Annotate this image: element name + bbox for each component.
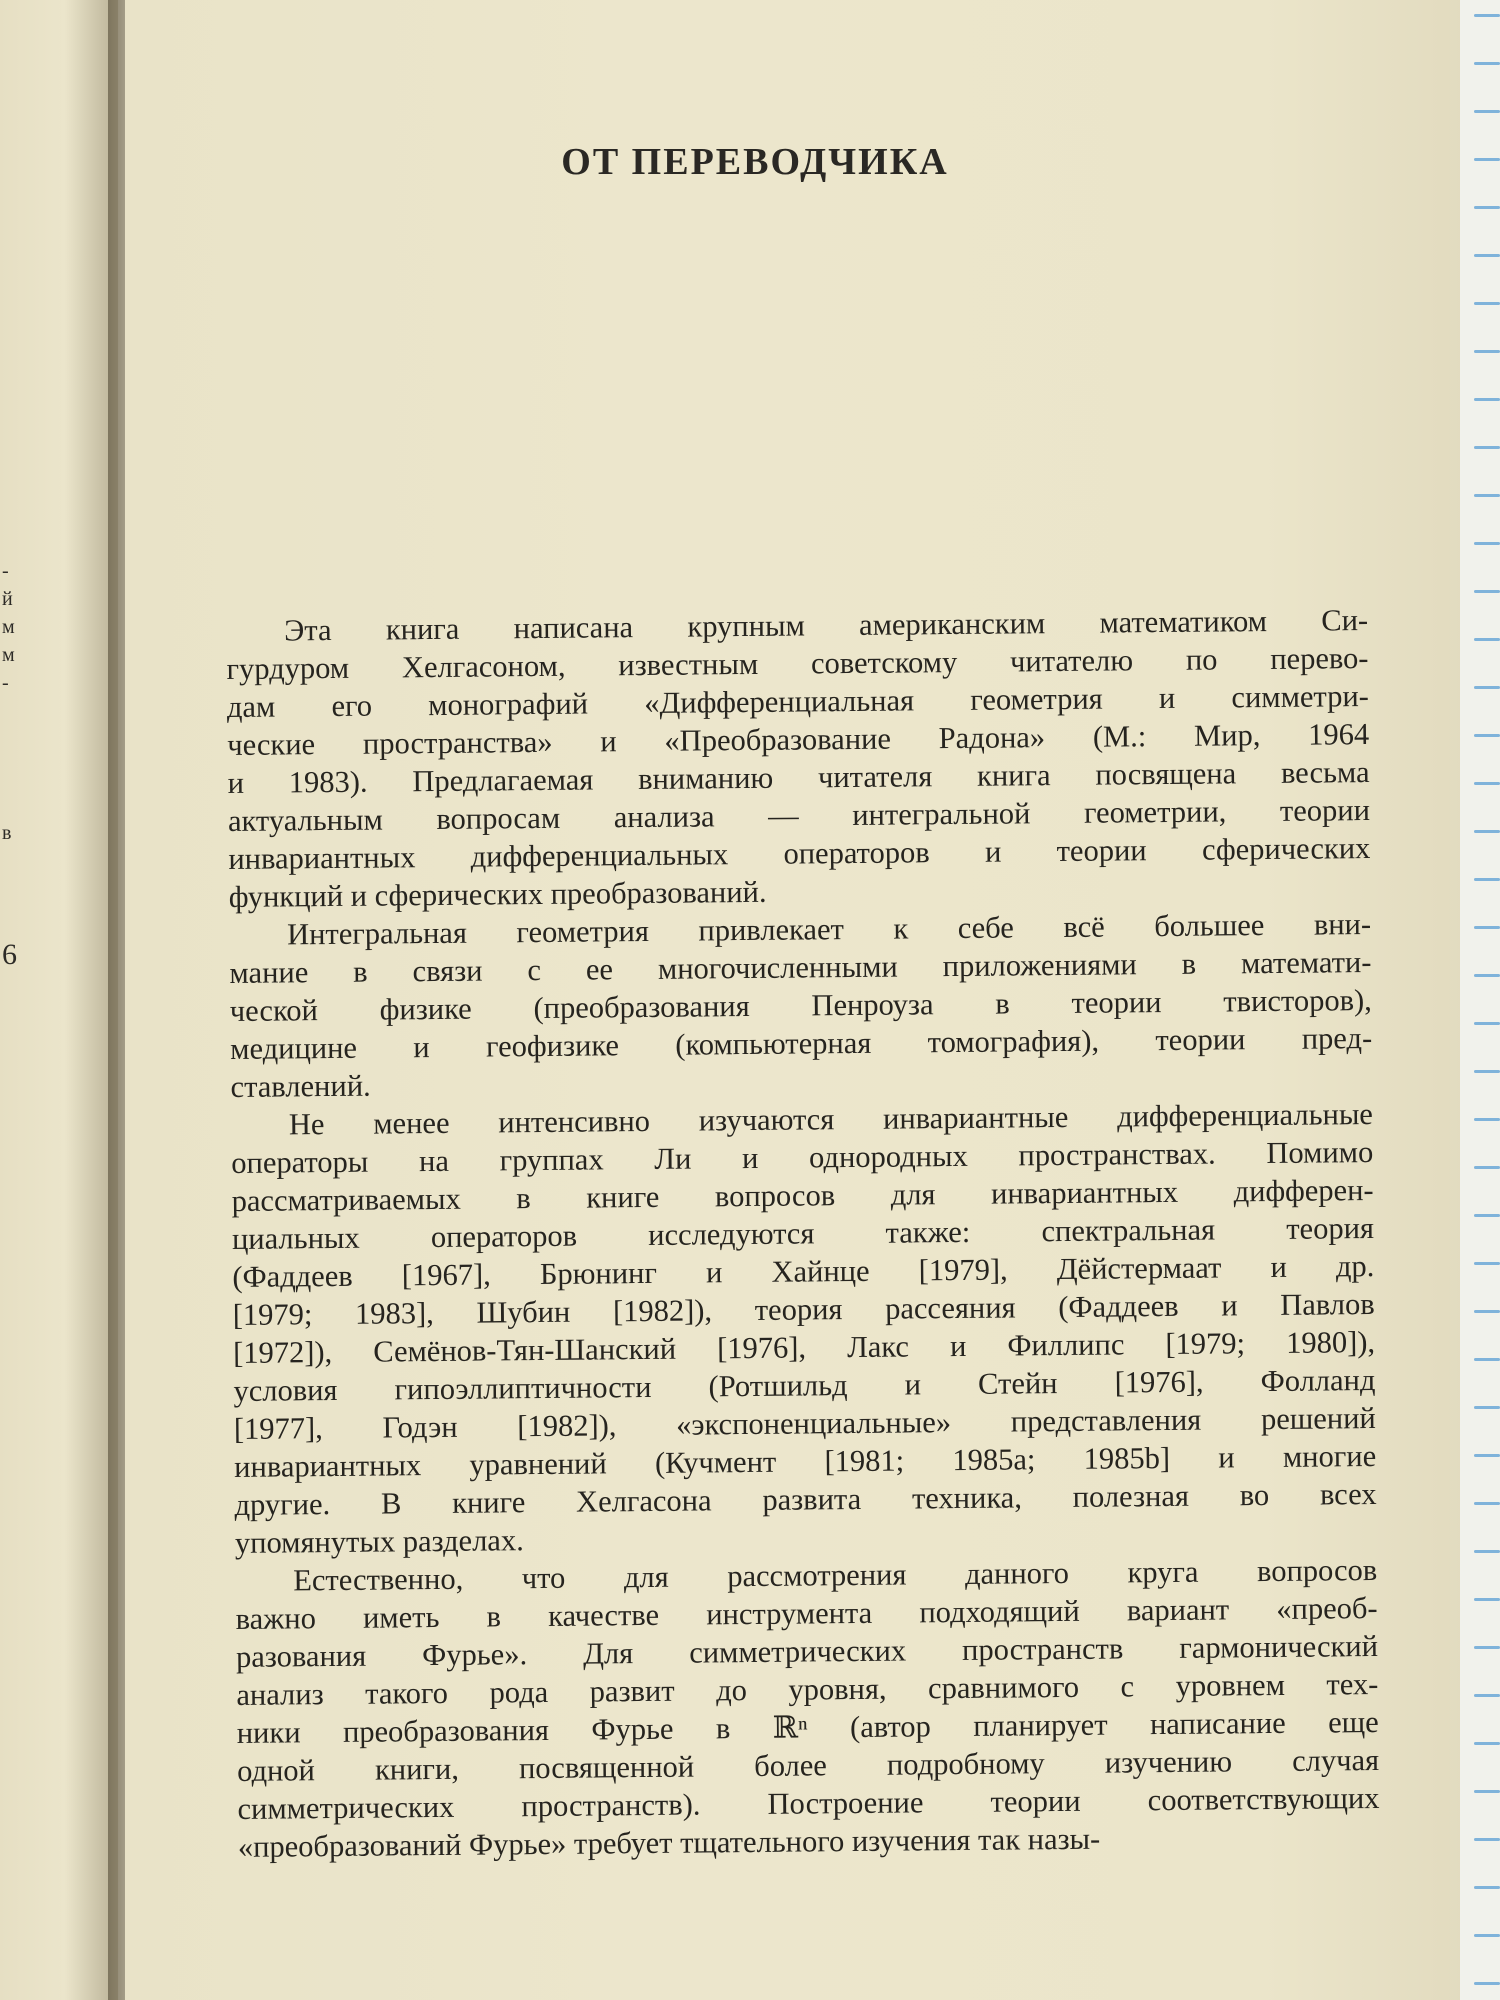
notebook-rule-line [1474, 302, 1500, 305]
notebook-rule-line [1474, 1358, 1500, 1361]
page-title: ОТ ПЕРЕВОДЧИКА [561, 141, 949, 183]
prev-mark: 6 [2, 938, 17, 971]
text-line: ческие пространства» и «Преобразование Радона» (М.: Мир, 1964 [227, 717, 1370, 762]
notebook-rule-line [1474, 638, 1500, 641]
text-line: условия гипоэллиптичности (Ротшильд и Стейн [1976], Фолланд [233, 1363, 1376, 1408]
prev-mark: м [2, 616, 15, 638]
notebook-rule-line [1474, 590, 1500, 593]
notebook-rule-line [1474, 1646, 1500, 1649]
body-text [226, 601, 1380, 1866]
text-line: рассматриваемых в книге вопросов для инвариантных дифферен- [231, 1173, 1374, 1218]
text-line: одной книги, посвященной более подробному изучению случая [236, 1742, 1380, 1788]
notebook-rule-line [1474, 830, 1500, 833]
notebook-rule-line [1474, 1934, 1500, 1937]
text-line: мание в связи с ее многочисленными приложениями в математи- [229, 945, 1372, 990]
notebook-rule-line [1474, 1166, 1500, 1169]
text-line: ческой физике (преобразования Пенроуза в теории твисторов), [229, 983, 1372, 1028]
notebook-rule-line [1474, 542, 1500, 545]
text-line: [1972]), Семёнов-Тян-Шанский [1976], Лакс и Филлипс [1979; 1980]), [232, 1325, 1376, 1370]
text-line: Интегральная геометрия привлекает к себе всё большее вни- [286, 907, 1372, 952]
prev-mark: в [2, 822, 12, 844]
notebook-rule-line [1474, 1214, 1500, 1217]
text-line: Естественно, что для рассмотрения данного круга вопросов [293, 1552, 1378, 1598]
text-line: (Фаддеев [1967], Брюнинг и Хайнце [1979], Дёйстермаат и др. [232, 1249, 1375, 1294]
text-line: актуальным вопросам анализа — интегральной геометрии, теории [227, 793, 1371, 838]
notebook-rule-line [1474, 1550, 1500, 1553]
notebook-rule-line [1474, 158, 1500, 161]
notebook-rule-line [1474, 446, 1500, 449]
notebook-edge [1460, 0, 1500, 2000]
text-line: медицине и геофизике (компьютерная томография), теории пред- [230, 1021, 1373, 1066]
notebook-rule-line [1474, 254, 1500, 257]
paragraph [226, 601, 1371, 916]
notebook-rule-line [1474, 1598, 1500, 1601]
notebook-rule-line [1474, 1502, 1500, 1505]
paragraph [235, 1551, 1380, 1866]
text-line: упомянутых разделах. [234, 1523, 524, 1560]
text-line: анализ такого рода развит до уровня, сравнимого с уровнем тех- [236, 1666, 1379, 1712]
notebook-rule-line [1474, 878, 1500, 881]
notebook-rule-line [1474, 1022, 1500, 1025]
notebook-rule-line [1474, 1118, 1500, 1121]
text-line: важно иметь в качестве инструмента подходящий вариант «преоб- [235, 1590, 1378, 1636]
text-line: [1979; 1983], Шубин [1982]), теория рассеяния (Фаддеев и Павлов [232, 1287, 1375, 1332]
notebook-rule-line [1474, 110, 1500, 113]
notebook-rule-line [1474, 494, 1500, 497]
text-line: операторы на группах Ли и однородных пространствах. Помимо [231, 1135, 1374, 1180]
prev-mark: м [2, 644, 15, 666]
text-line: Не менее интенсивно изучаются инвариантные дифференциальные [288, 1097, 1374, 1142]
text-line: ставлений. [230, 1068, 371, 1104]
text-line: циальных операторов исследуются также: спектральная теория [231, 1211, 1375, 1256]
notebook-rule-line [1474, 1838, 1500, 1841]
text-line: разования Фурье». Для симметрических пространств гармонический [235, 1628, 1379, 1674]
paragraph [231, 1095, 1377, 1562]
notebook-rule-line [1474, 350, 1500, 353]
notebook-rule-line [1474, 926, 1500, 929]
notebook-rule-line [1474, 974, 1500, 977]
text-line: гурдуром Хелгасоном, известным советскому читателю по перево- [226, 641, 1369, 686]
notebook-rule-line [1474, 734, 1500, 737]
notebook-rule-line [1474, 782, 1500, 785]
text-line: [1977], Годэн [1982]), «экспоненциальные» представления решений [233, 1401, 1376, 1446]
text-line: и 1983). Предлагаемая вниманию читателя книга посвящена весьма [227, 755, 1370, 800]
text-line: дам его монографий «Дифференциальная геометрия и симметри- [226, 679, 1370, 724]
notebook-rule-line [1474, 1262, 1500, 1265]
previous-page-edge [0, 0, 118, 2000]
paragraph [229, 905, 1373, 1106]
prev-mark: - [2, 672, 9, 694]
notebook-rule-line [1474, 1070, 1500, 1073]
prev-mark: - [2, 560, 9, 582]
notebook-rule-line [1474, 686, 1500, 689]
notebook-rule-line [1474, 1790, 1500, 1793]
text-line: инвариантных уравнений (Кучмент [1981; 1985a; 1985b] и многие [234, 1438, 1377, 1484]
notebook-rule-line [1474, 1742, 1500, 1745]
notebook-rule-line [1474, 1982, 1500, 1985]
text-line: другие. В книге Хелгасона развита техника, полезная во всех [234, 1476, 1377, 1522]
text-line: инвариантных дифференциальных операторов и теории сферических [228, 831, 1371, 876]
text-line: функций и сферических преобразований. [228, 874, 767, 914]
notebook-rule-line [1474, 1406, 1500, 1409]
notebook-rule-line [1474, 398, 1500, 401]
notebook-rule-line [1474, 62, 1500, 65]
notebook-rule-line [1474, 1310, 1500, 1313]
notebook-rule-line [1474, 1886, 1500, 1889]
text-line: ники преобразования Фурье в ℝⁿ (автор планирует написание еще [236, 1704, 1379, 1750]
text-line: симметрических пространств). Построение теории соответствующих [237, 1780, 1380, 1826]
notebook-rule-line [1474, 14, 1500, 17]
notebook-rule-line [1474, 206, 1500, 209]
prev-mark: й [2, 588, 13, 610]
notebook-rule-line [1474, 1454, 1500, 1457]
text-line: Эта книга написана крупным американским математиком Си- [284, 603, 1369, 648]
notebook-rule-line [1474, 1694, 1500, 1697]
text-line: «преобразований Фурье» требует тщательного изучения так назы- [237, 1821, 1101, 1864]
